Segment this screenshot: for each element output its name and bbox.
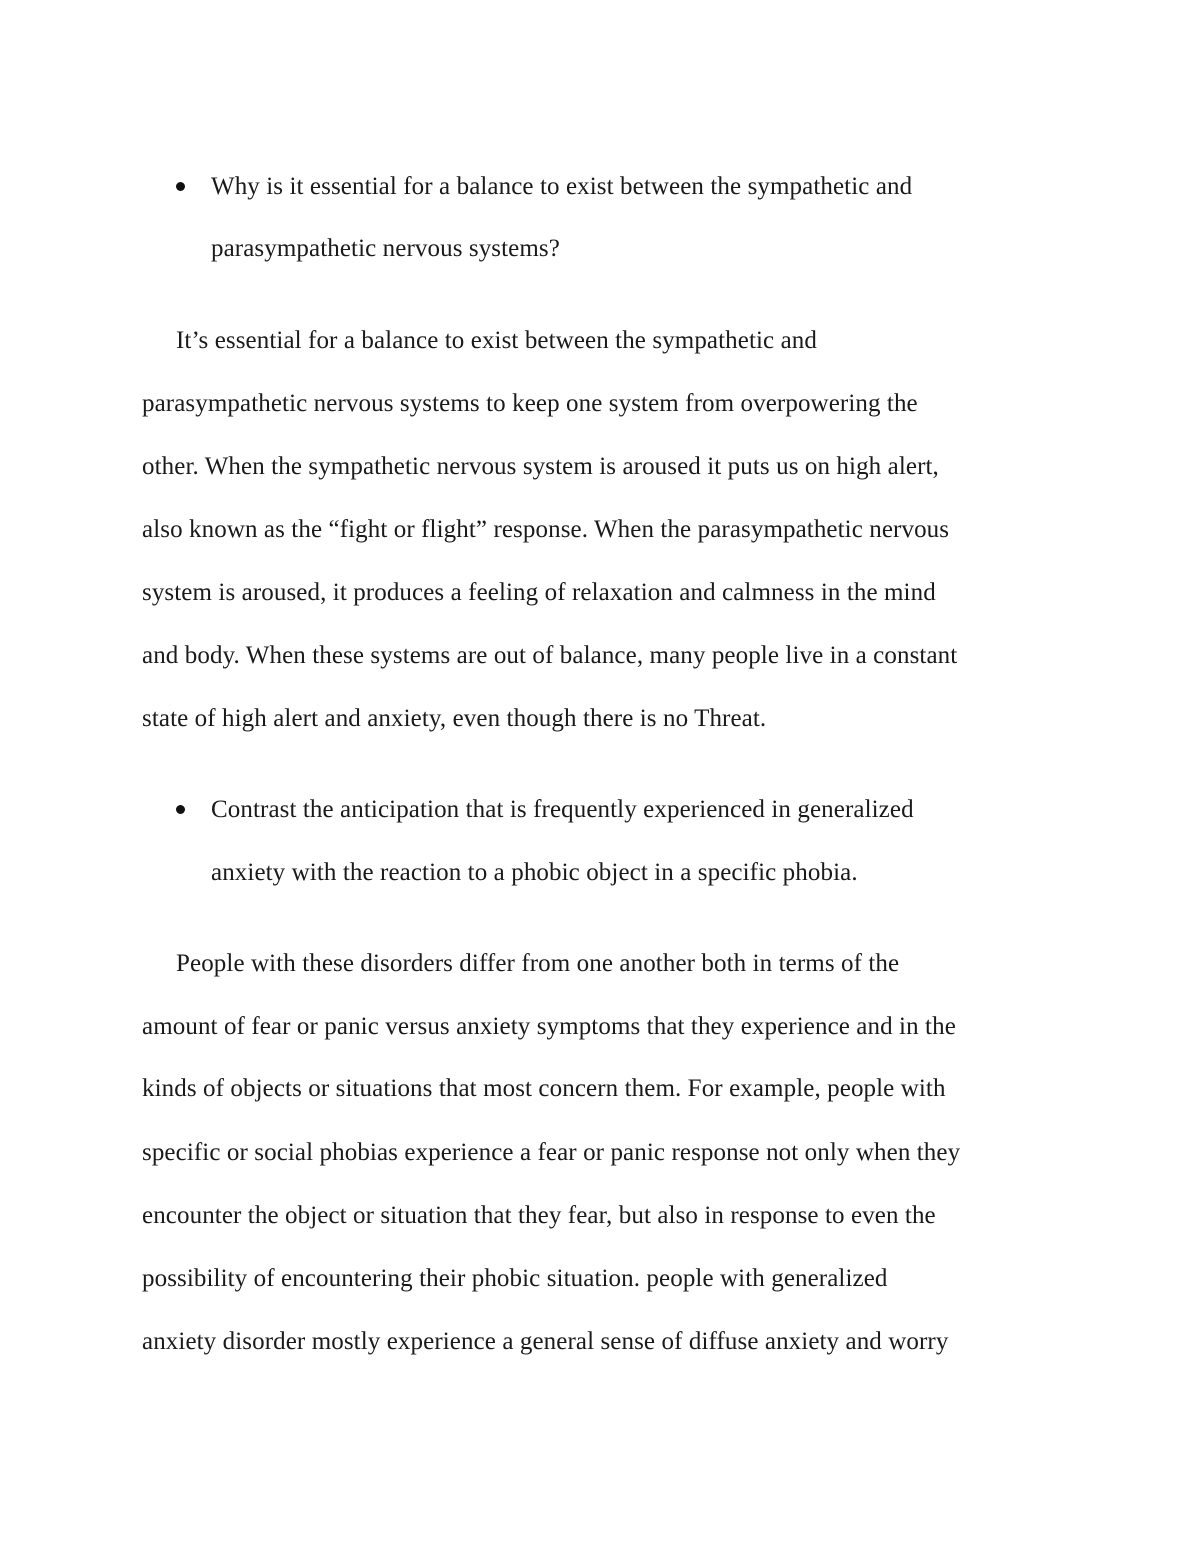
paragraph-line: specific or social phobias experience a fear or panic response not only when they <box>142 1139 961 1166</box>
paragraph-line: amount of fear or panic versus anxiety symptoms that they experience and in the <box>142 1013 956 1040</box>
bullet-text-line: parasympathetic nervous systems? <box>211 235 560 262</box>
bullet-text-line: anxiety with the reaction to a phobic object in a specific phobia. <box>211 859 858 886</box>
bullet-dot-icon <box>176 182 185 191</box>
bullet-text-line: Contrast the anticipation that is frequently experienced in generalized <box>211 796 914 823</box>
paragraph-line: possibility of encountering their phobic situation. people with generalized <box>142 1265 888 1292</box>
paragraph-line: and body. When these systems are out of balance, many people live in a constant <box>142 642 958 669</box>
paragraph-line: encounter the object or situation that they fear, but also in response to even the <box>142 1202 936 1229</box>
paragraph-line: anxiety disorder mostly experience a general sense of diffuse anxiety and worry <box>142 1328 949 1355</box>
paragraph-line: It’s essential for a balance to exist between the sympathetic and <box>176 327 817 354</box>
paragraph-line: also known as the “fight or flight” response. When the parasympathetic nervous <box>142 516 950 543</box>
paragraph-line: parasympathetic nervous systems to keep one system from overpowering the <box>142 390 918 417</box>
bullet-dot-icon <box>176 805 185 814</box>
paragraph-line: other. When the sympathetic nervous system is aroused it puts us on high alert, <box>142 453 939 480</box>
paragraph-line: kinds of objects or situations that most concern them. For example, people with <box>142 1075 946 1102</box>
paragraph-line: People with these disorders differ from one another both in terms of the <box>176 950 900 977</box>
bullet-text-line: Why is it essential for a balance to exist between the sympathetic and <box>211 173 913 200</box>
paragraph-line: system is aroused, it produces a feeling of relaxation and calmness in the mind <box>142 579 936 606</box>
paragraph-line: state of high alert and anxiety, even though there is no Threat. <box>142 705 767 732</box>
